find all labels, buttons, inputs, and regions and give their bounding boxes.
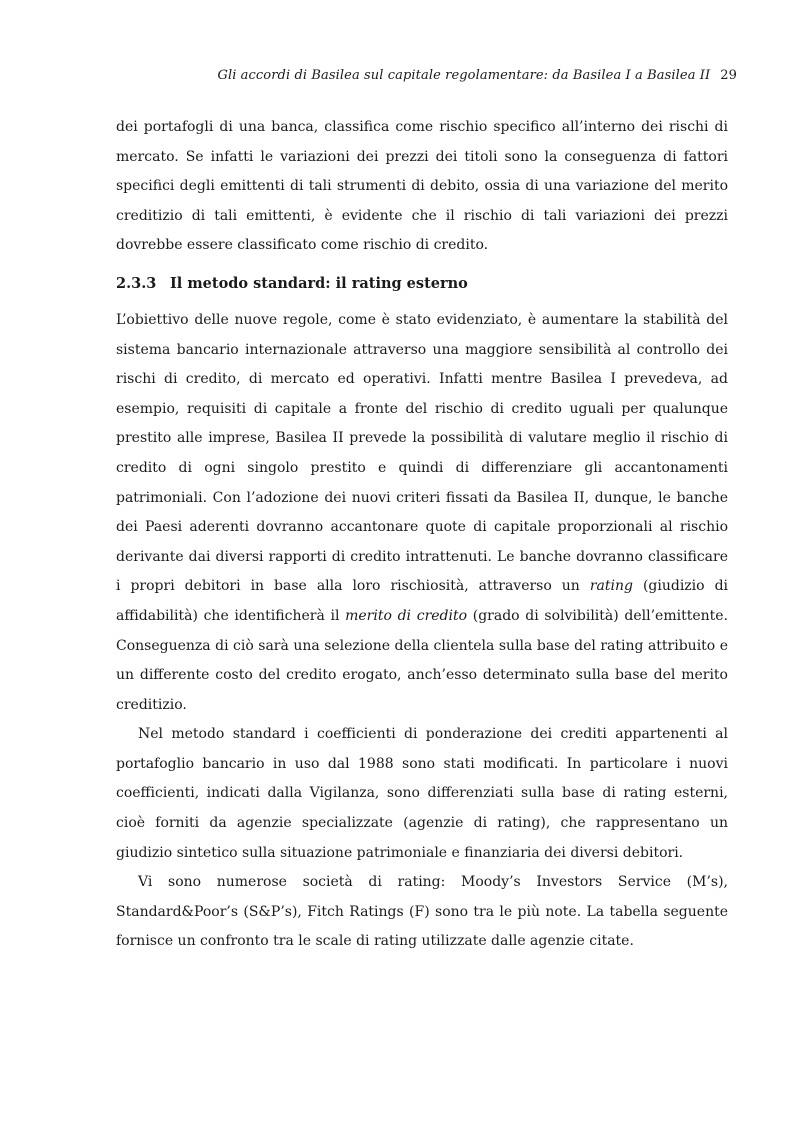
paragraph-objective <box>116 306 728 720</box>
rating-term: rating <box>589 578 633 595</box>
page-number: 29 <box>720 68 737 83</box>
paragraph-objective-part-1: L’obiettivo delle nuove regole, come è stato evidenziato, è aumentare la stabilità del sistema bancario internazionale attraverso una maggiore sensibilità al controllo dei rischi di credito, di mercato ed operativi. Infatti mentre Basilea I prevedeva, ad esempio, requisiti di capitale a fronte del rischio di credito uguali per qualunque prestito alle imprese, Basilea II prevede la possibilità di valutare meglio il rischio di credito di ogni singolo prestito e quindi di differenziare gli accantonamenti patrimoniali. Con l’adozione dei nuovi criteri fissati da Basilea II, dunque, le banche dei Paesi aderenti dovranno accantonare quote di capitale proporzionali al rischio derivante dai diversi rapporti di credito intrattenuti. Le banche dovranno classificare i propri debitori in base alla loro rischiosità, attraverso un <box>116 311 728 595</box>
page-body <box>116 113 728 957</box>
paragraph-objective-part-3: (grado di solvibilità) dell’emittente. Conseguenza di ciò sarà una selezione della clientela sulla base del rating attribuito e un differente costo del credito erogato, anch’esso determinato sulla base del merito creditizio. <box>116 607 729 713</box>
paragraph-standard-method: Nel metodo standard i coefficienti di ponderazione dei crediti appartenenti al portafoglio bancario in uso dal 1988 sono stati modificati. In particolare i nuovi coefficienti, indicati dalla Vigilanza, sono differenziati sulla base di rating esterni, cioè forniti da agenzie specializzate (agenzie di rating), che rappresentano un giudizio sintetico sulla situazione patrimoniale e finanziaria dei diversi debitori. <box>116 726 728 861</box>
section-number: 2.3.3 <box>116 274 157 292</box>
section-heading <box>116 273 728 295</box>
section-title: Il metodo standard: il rating esterno <box>170 274 468 292</box>
paragraph-objective-part-2: (giudizio di affidabilità) che identificherà il <box>116 578 729 624</box>
paragraph-rating-agencies: Vi sono numerose società di rating: Moody’s Investors Service (M’s), Standard&Poor’s (S&P’s), Fitch Ratings (F) sono tra le più note. La tabella seguente fornisce un confronto tra le scale di rating utilizzate dalle agenzie citate. <box>116 874 728 950</box>
paragraph-continuation: dei portafogli di una banca, classifica come rischio specifico all’interno dei rischi di mercato. Se infatti le variazioni dei prezzi dei titoli sono la conseguenza di fattori specifici degli emittenti di tali strumenti di debito, ossia di una variazione del merito creditizio di tali emittenti, è evidente che il rischio di tali variazioni dei prezzi dovrebbe essere classificato come rischio di credito. <box>116 119 728 254</box>
running-title: Gli accordi di Basilea sul capitale regolamentare: da Basilea I a Basilea II <box>217 68 711 83</box>
running-header <box>116 68 737 83</box>
merit-term: merito di credito <box>345 607 468 624</box>
